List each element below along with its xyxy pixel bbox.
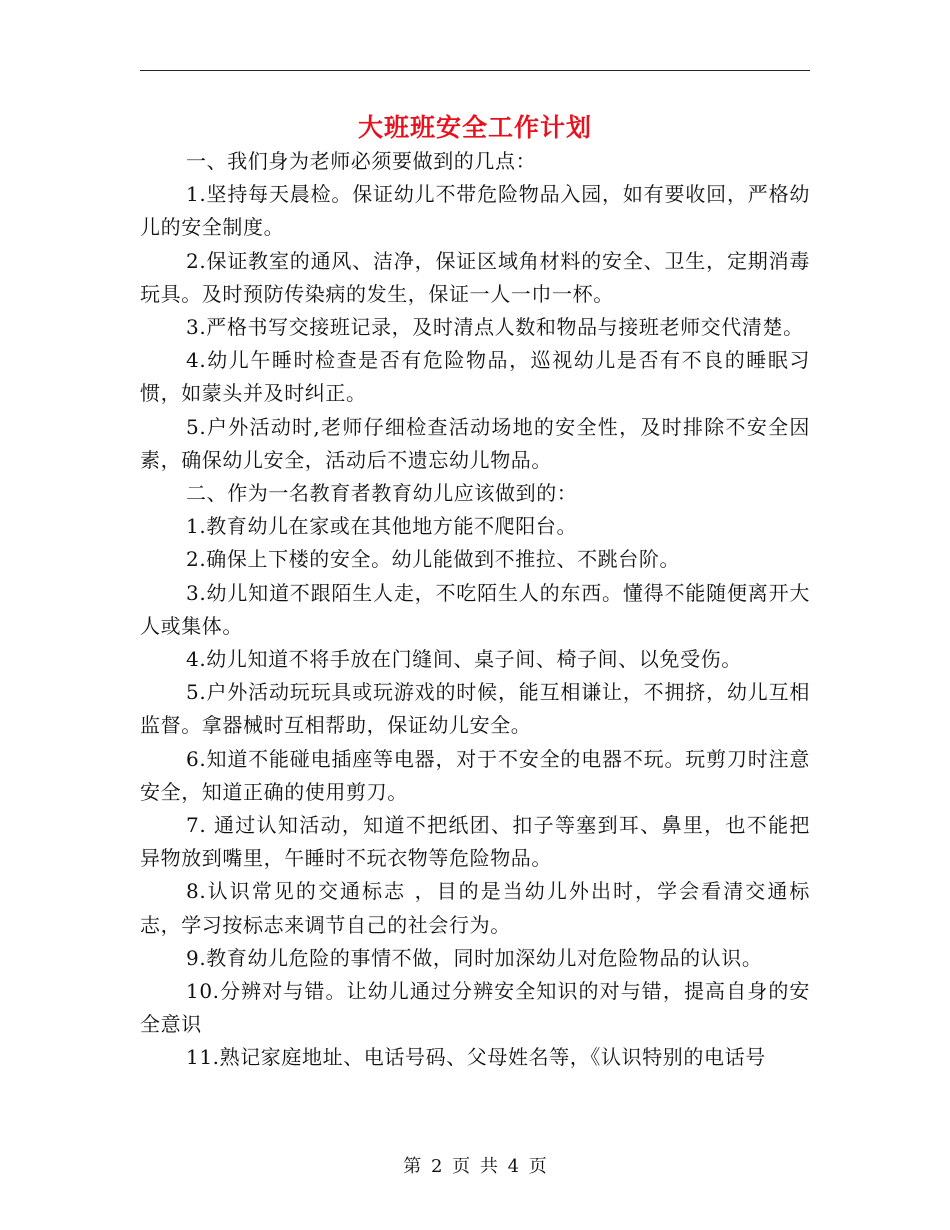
paragraph: 8.认识常见的交通标志 ，目的是当幼儿外出时，学会看清交通标志，学习按标志来调节自己的社会行为。 — [140, 879, 810, 937]
paragraph: 3.幼儿知道不跟陌生人走，不吃陌生人的东西。懂得不能随便离开大人或集体。 — [140, 580, 810, 638]
paragraph: 二、作为一名教育者教育幼儿应该做到的： — [186, 481, 578, 506]
document-body — [140, 145, 810, 1075]
paragraph: 2.保证教室的通风、洁净，保证区域角材料的安全、卫生，定期消毒玩具。及时预防传染病的发生，保证一人一巾一杯。 — [140, 248, 810, 306]
page-number-footer: 第 2 页 共 4 页 — [403, 1156, 547, 1177]
paragraph: 5.户外活动玩玩具或玩游戏的时候，能互相谦让，不拥挤，幼儿互相监督。拿器械时互相帮助，保证幼儿安全。 — [140, 680, 810, 738]
document-title: 大班班安全工作计划 — [357, 113, 592, 142]
paragraph: 1.教育幼儿在家或在其他地方能不爬阳台。 — [186, 514, 578, 539]
paragraph: 一、我们身为老师必须要做到的几点： — [186, 149, 537, 173]
paragraph: 11.熟记家庭地址、电话号码、父母姓名等，《认识特别的电话号 — [186, 1045, 766, 1070]
paragraph: 7. 通过认知活动，知道不把纸团、扣子等塞到耳、鼻里，也不能把异物放到嘴里，午睡时不玩衣物等危险物品。 — [140, 813, 810, 871]
paragraph: 9.教育幼儿危险的事情不做，同时加深幼儿对危险物品的认识。 — [186, 945, 763, 970]
paragraph: 6.知道不能碰电插座等电器，对于不安全的电器不玩。玩剪刀时注意安全，知道正确的使用剪刀。 — [140, 746, 810, 804]
header-rule — [140, 70, 810, 71]
paragraph: 2.确保上下楼的安全。幼儿能做到不推拉、不跳台阶。 — [186, 547, 681, 572]
paragraph: 10.分辨对与错。让幼儿通过分辨安全知识的对与错，提高自身的安全意识 — [140, 979, 810, 1037]
paragraph: 1.坚持每天晨检。保证幼儿不带危险物品入园，如有要收回，严格幼儿的安全制度。 — [140, 182, 810, 240]
paragraph: 4.幼儿知道不将手放在门缝间、桌子间、椅子间、以免受伤。 — [186, 647, 742, 672]
paragraph: 3.严格书写交接班记录，及时清点人数和物品与接班老师交代清楚。 — [186, 315, 804, 340]
paragraph: 5.户外活动时,老师仔细检查活动场地的安全性，及时排除不安全因素，确保幼儿安全，活动后不遗忘幼儿物品。 — [140, 414, 810, 472]
paragraph: 4.幼儿午睡时检查是否有危险物品，巡视幼儿是否有不良的睡眠习惯，如蒙头并及时纠正。 — [140, 348, 810, 406]
